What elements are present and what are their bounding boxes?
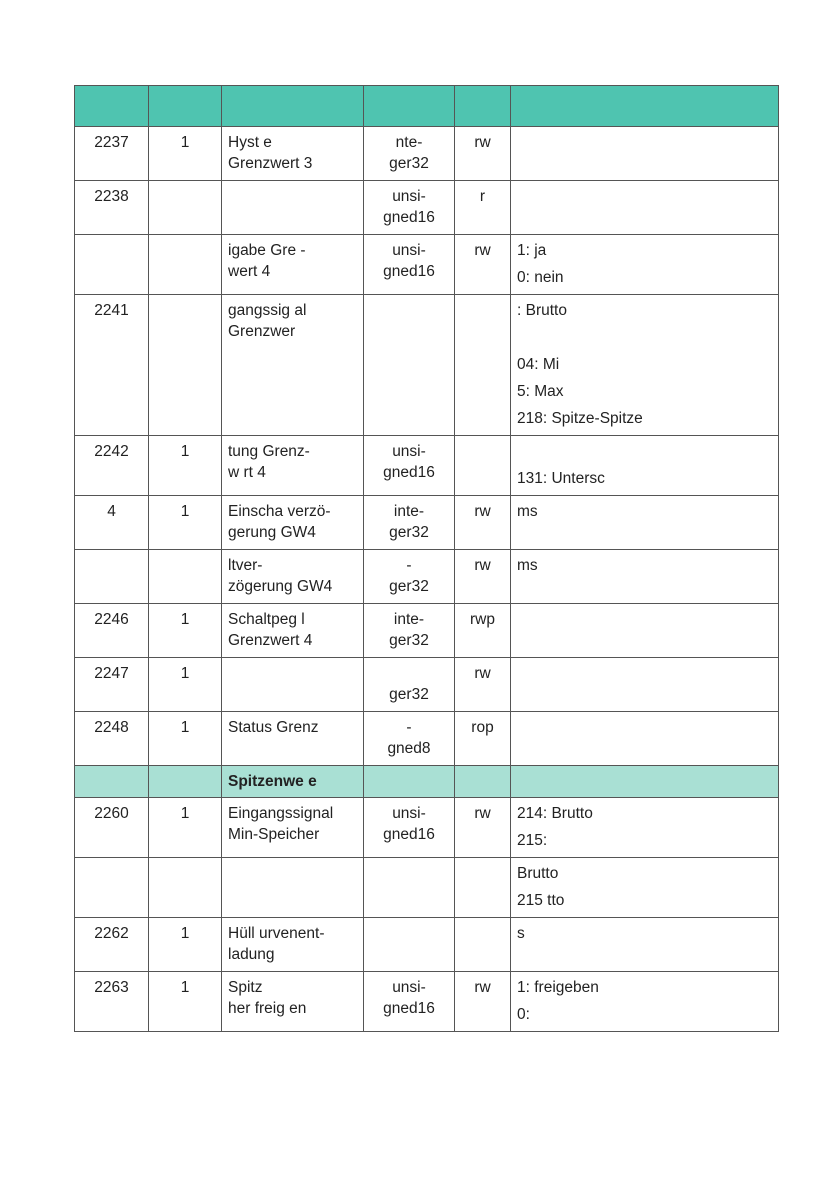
access-cell: rop bbox=[455, 712, 511, 766]
parameter-table bbox=[74, 85, 779, 1032]
type-cell: nte- ger32 bbox=[364, 127, 455, 181]
subindex-cell bbox=[149, 550, 222, 604]
name-cell: Hyst e Grenzwert 3 bbox=[222, 127, 364, 181]
header-cell bbox=[364, 86, 455, 127]
access-cell: rw bbox=[455, 972, 511, 1032]
index-cell: 2246 bbox=[75, 604, 149, 658]
subindex-cell bbox=[149, 295, 222, 436]
access-cell: rw bbox=[455, 127, 511, 181]
name-cell: tung Grenz- w rt 4 bbox=[222, 436, 364, 496]
description-line: 215 tto bbox=[517, 892, 565, 909]
description-cell bbox=[511, 235, 779, 295]
description-line: 0: nein bbox=[517, 269, 564, 286]
section-title: Spitzenwe e bbox=[222, 766, 364, 798]
subindex-cell: 1 bbox=[149, 658, 222, 712]
access-cell bbox=[455, 295, 511, 436]
name-cell: Einscha verzö- gerung GW4 bbox=[222, 496, 364, 550]
name-cell: Hüll urvenent- ladung bbox=[222, 918, 364, 972]
index-cell: 2262 bbox=[75, 918, 149, 972]
description-line: 131: Untersc bbox=[517, 470, 605, 487]
access-cell bbox=[455, 918, 511, 972]
type-cell bbox=[364, 295, 455, 436]
type-cell: inte- ger32 bbox=[364, 604, 455, 658]
table-row bbox=[75, 550, 779, 604]
type-cell: unsi- gned16 bbox=[364, 235, 455, 295]
index-cell: 2237 bbox=[75, 127, 149, 181]
description-cell bbox=[511, 918, 779, 972]
name-cell: gangssig al Grenzwer bbox=[222, 295, 364, 436]
description-line: ms bbox=[517, 557, 538, 574]
index-cell: 2263 bbox=[75, 972, 149, 1032]
table-row bbox=[75, 181, 779, 235]
index-cell: 2248 bbox=[75, 712, 149, 766]
description-line: 1: ja bbox=[517, 242, 547, 259]
table-row bbox=[75, 604, 779, 658]
header-cell bbox=[75, 86, 149, 127]
table-row bbox=[75, 127, 779, 181]
subindex-cell: 1 bbox=[149, 127, 222, 181]
type-cell: ger32 bbox=[364, 658, 455, 712]
subindex-cell: 1 bbox=[149, 712, 222, 766]
description-line: 0: bbox=[517, 1006, 530, 1023]
description-line: 215: bbox=[517, 832, 548, 849]
subindex-cell: 1 bbox=[149, 918, 222, 972]
type-cell bbox=[364, 918, 455, 972]
description-cell bbox=[511, 127, 779, 181]
description-cell bbox=[511, 604, 779, 658]
index-cell: 2247 bbox=[75, 658, 149, 712]
access-cell bbox=[455, 436, 511, 496]
table-header-row bbox=[75, 86, 779, 127]
access-cell: rw bbox=[455, 798, 511, 858]
description-cell bbox=[511, 658, 779, 712]
name-cell: igabe Gre - wert 4 bbox=[222, 235, 364, 295]
access-cell: rw bbox=[455, 550, 511, 604]
index-cell bbox=[75, 858, 149, 918]
description-line: : Brutto bbox=[517, 302, 567, 319]
description-cell bbox=[511, 550, 779, 604]
description-cell bbox=[511, 436, 779, 496]
subindex-cell: 1 bbox=[149, 798, 222, 858]
description-cell bbox=[511, 858, 779, 918]
subindex-cell bbox=[149, 858, 222, 918]
table-row bbox=[75, 712, 779, 766]
header-cell bbox=[511, 86, 779, 127]
section-row bbox=[75, 766, 779, 798]
name-cell: ltver- zögerung GW4 bbox=[222, 550, 364, 604]
subindex-cell: 1 bbox=[149, 604, 222, 658]
type-cell: unsi- gned16 bbox=[364, 798, 455, 858]
header-cell bbox=[222, 86, 364, 127]
subindex-cell: 1 bbox=[149, 436, 222, 496]
index-cell: 2238 bbox=[75, 181, 149, 235]
description-cell bbox=[511, 181, 779, 235]
description-line bbox=[517, 327, 772, 348]
index-cell bbox=[75, 550, 149, 604]
access-cell: rw bbox=[455, 496, 511, 550]
name-cell bbox=[222, 658, 364, 712]
description-line: 1: freigeben bbox=[517, 979, 599, 996]
table-row bbox=[75, 858, 779, 918]
type-cell bbox=[364, 858, 455, 918]
table-row bbox=[75, 235, 779, 295]
table-row bbox=[75, 658, 779, 712]
header-cell bbox=[455, 86, 511, 127]
description-cell bbox=[511, 295, 779, 436]
name-cell: Spitz her freig en bbox=[222, 972, 364, 1032]
type-cell: unsi- gned16 bbox=[364, 972, 455, 1032]
description-cell bbox=[511, 496, 779, 550]
description-line: 214: Brutto bbox=[517, 805, 593, 822]
access-cell bbox=[455, 858, 511, 918]
table-row bbox=[75, 972, 779, 1032]
type-cell: - gned8 bbox=[364, 712, 455, 766]
table-row bbox=[75, 496, 779, 550]
description-line: 04: Mi bbox=[517, 356, 560, 373]
index-cell: 4 bbox=[75, 496, 149, 550]
access-cell: r bbox=[455, 181, 511, 235]
index-cell: 2260 bbox=[75, 798, 149, 858]
description-line: 5: Max bbox=[517, 383, 564, 400]
description-line: Brutto bbox=[517, 865, 559, 882]
description-line: ms bbox=[517, 503, 538, 520]
index-cell: 2241 bbox=[75, 295, 149, 436]
description-line: 218: Spitze-Spitze bbox=[517, 410, 643, 427]
type-cell: - ger32 bbox=[364, 550, 455, 604]
table-row bbox=[75, 436, 779, 496]
header-cell bbox=[149, 86, 222, 127]
subindex-cell bbox=[149, 181, 222, 235]
access-cell: rwp bbox=[455, 604, 511, 658]
table-row bbox=[75, 918, 779, 972]
subindex-cell bbox=[149, 235, 222, 295]
type-cell: unsi- gned16 bbox=[364, 436, 455, 496]
access-cell: rw bbox=[455, 235, 511, 295]
type-cell: unsi- gned16 bbox=[364, 181, 455, 235]
table-row bbox=[75, 295, 779, 436]
type-cell: inte- ger32 bbox=[364, 496, 455, 550]
name-cell: Eingangssignal Min-Speicher bbox=[222, 798, 364, 858]
access-cell: rw bbox=[455, 658, 511, 712]
name-cell: Status Grenz bbox=[222, 712, 364, 766]
description-cell bbox=[511, 712, 779, 766]
subindex-cell: 1 bbox=[149, 972, 222, 1032]
description-cell bbox=[511, 798, 779, 858]
description-line: s bbox=[517, 925, 525, 942]
index-cell bbox=[75, 235, 149, 295]
name-cell: Schaltpeg l Grenzwert 4 bbox=[222, 604, 364, 658]
description-cell bbox=[511, 972, 779, 1032]
index-cell: 2242 bbox=[75, 436, 149, 496]
table-row bbox=[75, 798, 779, 858]
name-cell bbox=[222, 858, 364, 918]
description-line bbox=[517, 441, 772, 462]
subindex-cell: 1 bbox=[149, 496, 222, 550]
name-cell bbox=[222, 181, 364, 235]
